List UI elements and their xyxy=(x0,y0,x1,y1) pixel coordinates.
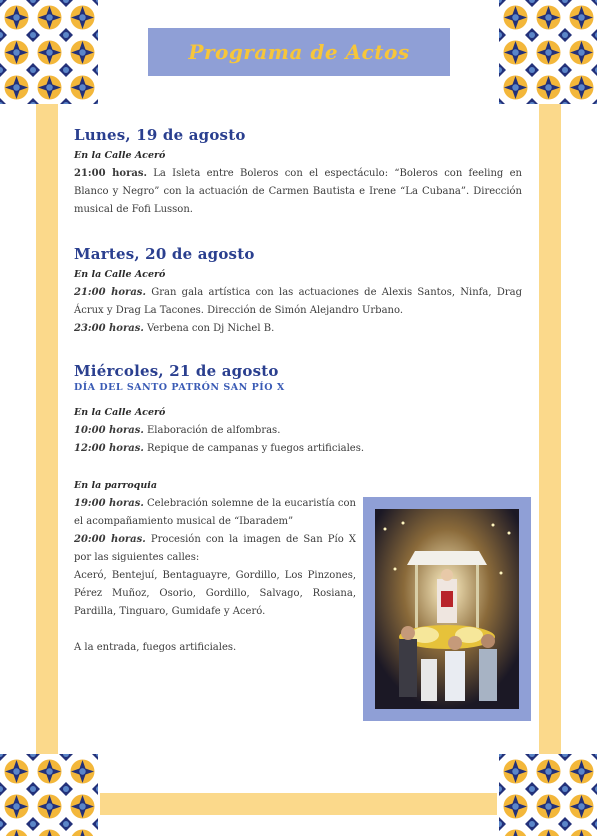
frame-bottom-bar xyxy=(100,793,497,815)
day-heading: Martes, 20 de agosto xyxy=(74,245,255,263)
day-section-monday xyxy=(74,126,522,219)
street-list: Aceró, Bentejuí, Bentaguayre, Gordillo, Los Pinzones, Pérez Muñoz, Osorio, Gordillo, Salvago, Rosiana, Pardilla, Tinguaro, Gumidafe y Aceró. xyxy=(74,570,356,617)
parish-block xyxy=(74,480,356,657)
corner-tile-bottom-right xyxy=(499,754,597,836)
day-subtitle: DÍA DEL SANTO PATRÓN SAN PÍO X xyxy=(74,382,285,393)
corner-tile-top-right xyxy=(499,0,597,104)
corner-tile-top-left xyxy=(0,0,98,104)
location-label: En la parroquia xyxy=(74,480,157,491)
day-section-tuesday xyxy=(74,245,522,338)
day-heading: Lunes, 19 de agosto xyxy=(74,126,246,144)
event-entry: 21:00 horas. La Isleta entre Boleros con el espectáculo: “Boleros con feeling en Blanco y Negro” con la actuación de Carmen Bautista e Irene “La Cubana”. Dirección musical de Fofi Lusson. xyxy=(74,168,522,215)
day-heading: Miércoles, 21 de agosto xyxy=(74,362,279,380)
page-title: Programa de Actos xyxy=(188,40,410,64)
event-entry: 21:00 horas. Gran gala artística con las actuaciones de Alexis Santos, Ninfa, Drag Ácrux y Drag La Tacones. Dirección de Simón Alejandro Urbano. xyxy=(74,287,522,316)
corner-tile-bottom-left xyxy=(0,754,98,836)
procession-photo xyxy=(375,509,519,709)
photo-frame xyxy=(363,497,531,721)
event-entry: 19:00 horas. Celebración solemne de la eucaristía con el acompañamiento musical de “Ibaradem” xyxy=(74,498,356,527)
frame-right-bar xyxy=(539,100,561,760)
event-entry: 23:00 horas. Verbena con Dj Nichel B. xyxy=(74,323,275,334)
location-label: En la Calle Aceró xyxy=(74,269,166,280)
event-entry: 10:00 horas. Elaboración de alfombras. xyxy=(74,425,281,436)
location-label: En la Calle Aceró xyxy=(74,407,166,418)
location-label: En la Calle Aceró xyxy=(74,150,166,161)
event-entry: 20:00 horas. Procesión con la imagen de San Pío X por las siguientes calles: xyxy=(74,534,357,563)
title-banner xyxy=(148,28,450,76)
closing-note: A la entrada, fuegos artificiales. xyxy=(74,642,237,653)
event-entry: 12:00 horas. Repique de campanas y fuegos artificiales. xyxy=(74,443,365,454)
frame-left-bar xyxy=(36,100,58,760)
